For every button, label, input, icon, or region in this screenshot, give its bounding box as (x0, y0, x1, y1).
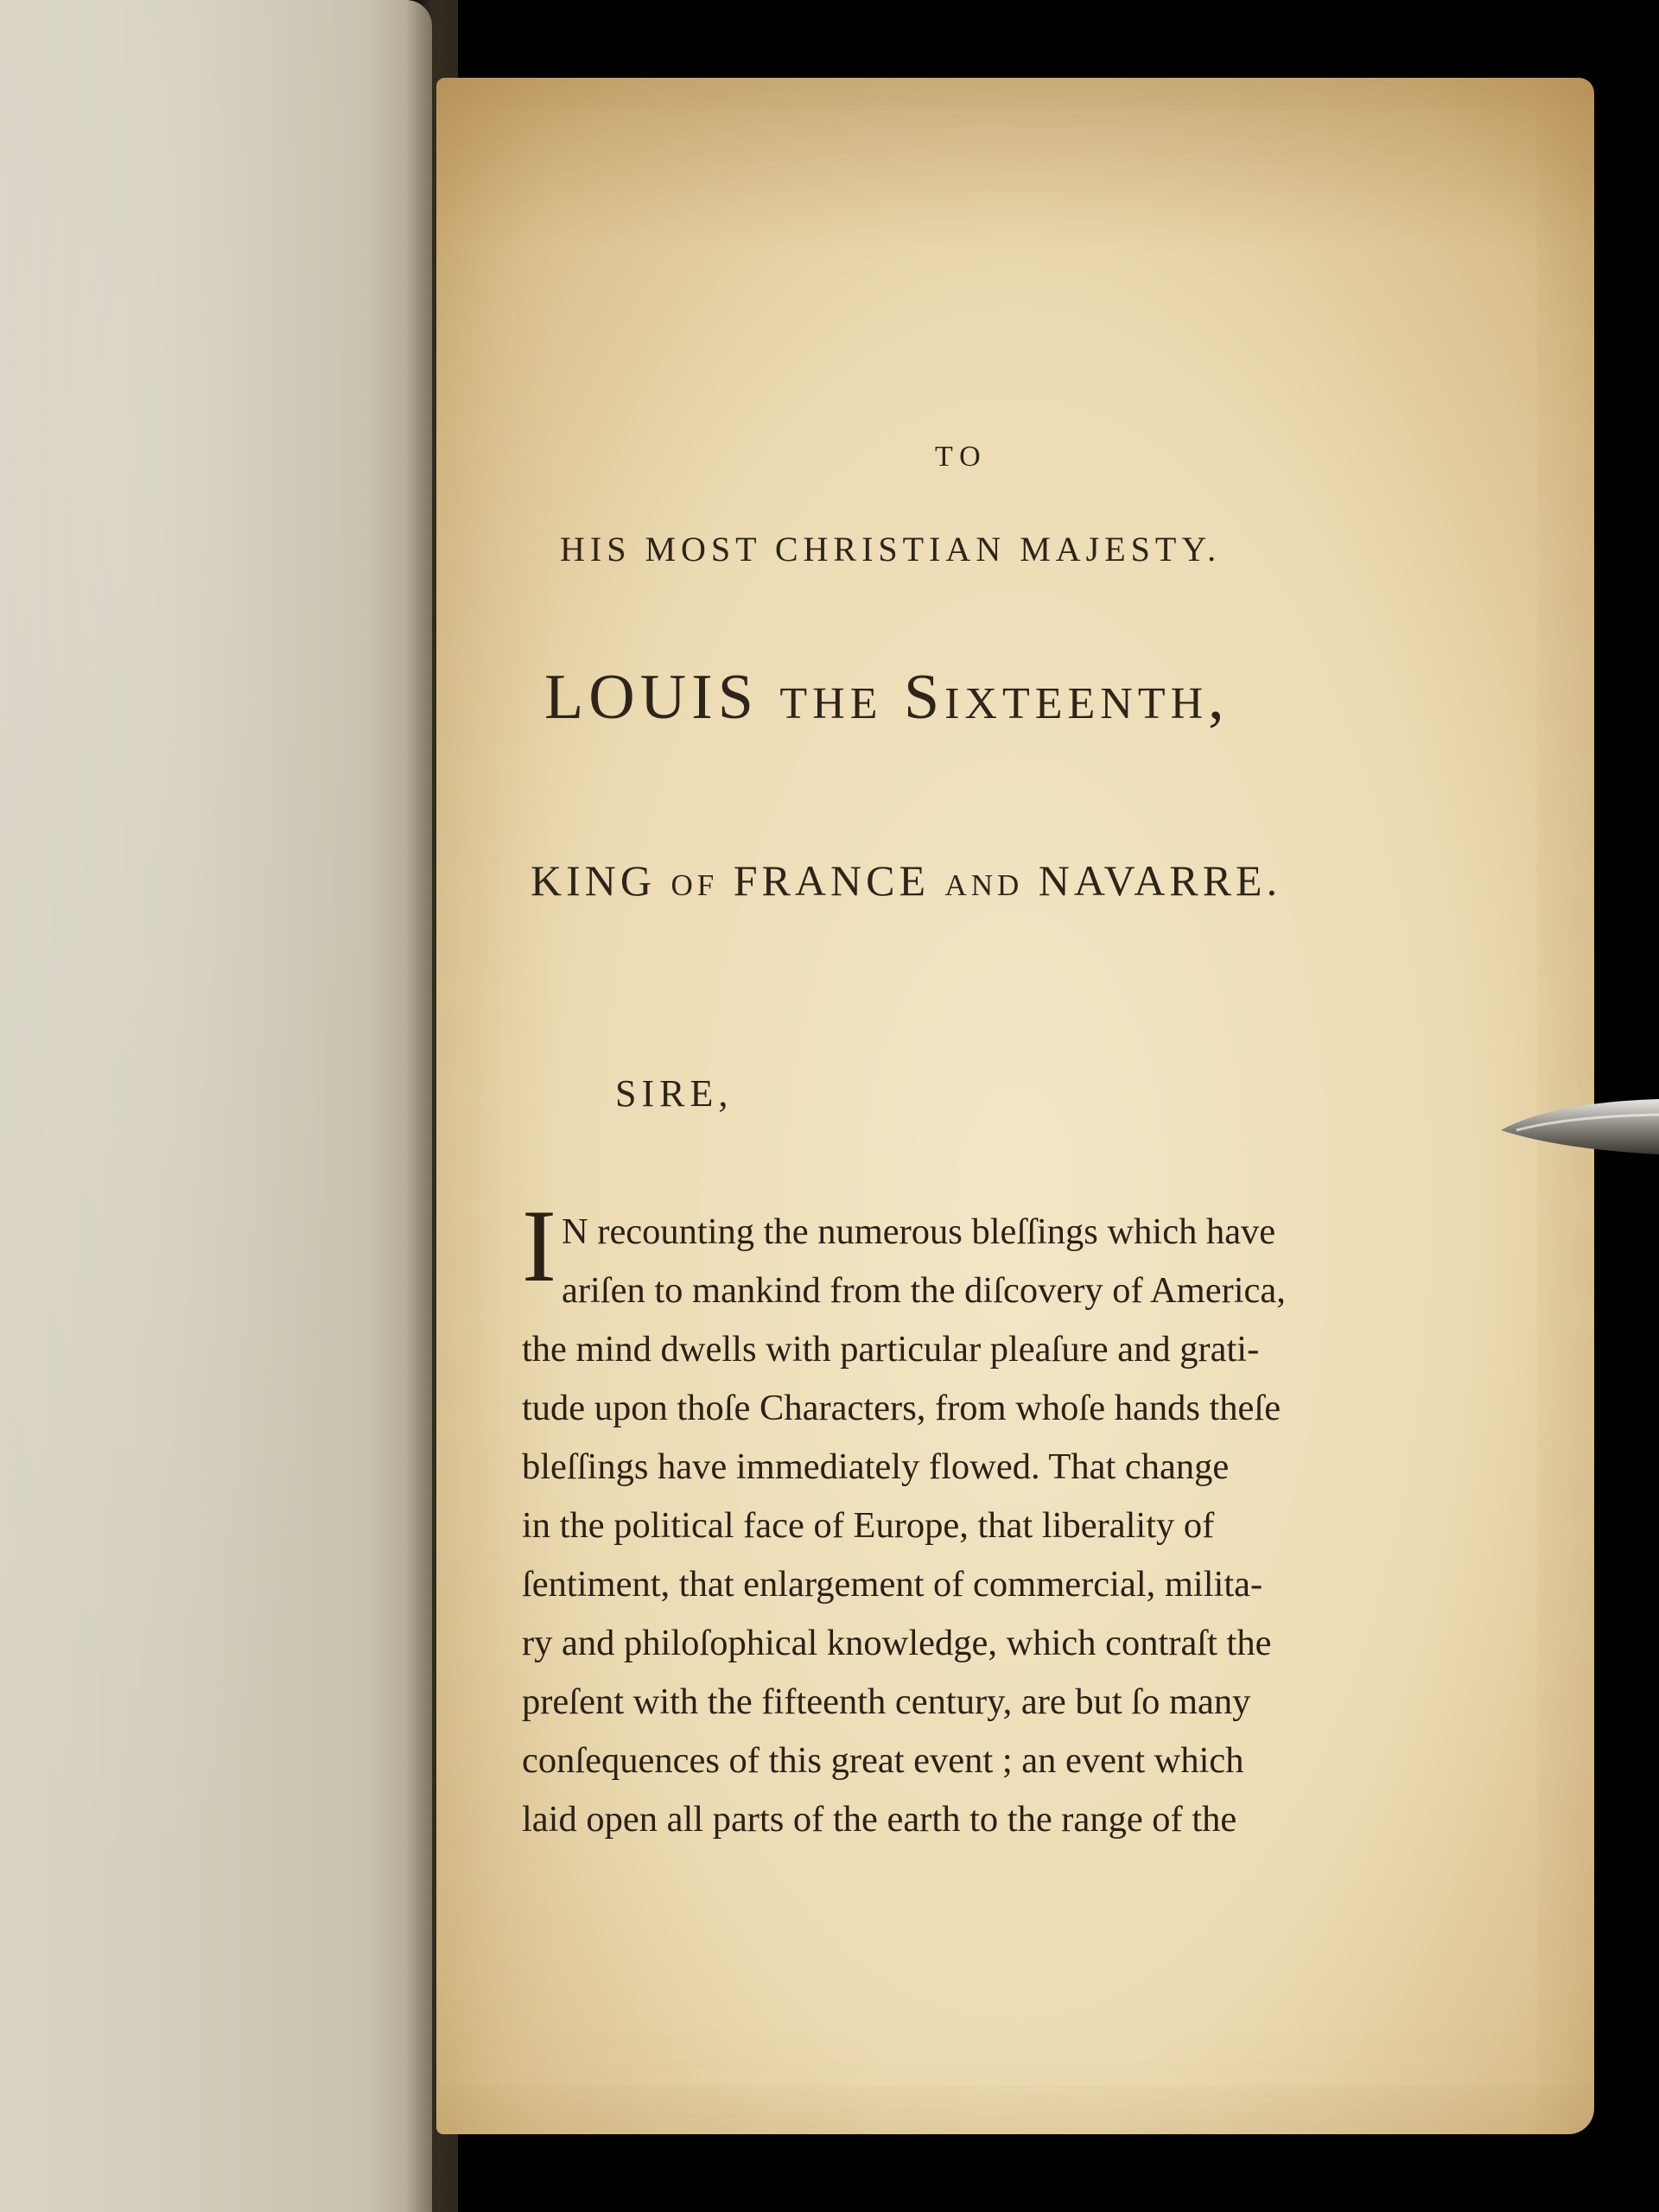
body-line: ariſen to mankind from the diſcovery of America, (561, 1270, 1286, 1311)
body-text (522, 1188, 1412, 1849)
drop-cap: I (522, 1188, 556, 1303)
dedication-title: KING of FRANCE and NAVARRE. (531, 856, 1282, 905)
dedication-to: TO (935, 441, 988, 473)
body-line: ſentiment, that enlargement of commercial, milita- (522, 1564, 1263, 1605)
body-line: preſent with the fifteenth century, are but ſo many (522, 1681, 1251, 1722)
body-line: the mind dwells with particular pleaſure and grati- (522, 1329, 1260, 1370)
body-line: tude upon thoſe Characters, from whoſe hands theſe (522, 1388, 1281, 1428)
body-line: ry and philoſophical knowledge, which contraſt the (522, 1623, 1272, 1663)
dedication-name: LOUIS the Sixteenth, (544, 662, 1230, 733)
body-line: conſequences of this great event ; an event which (522, 1740, 1244, 1781)
left-page (0, 0, 432, 2212)
body-line: N recounting the numerous bleſſings which have (561, 1211, 1276, 1252)
body-line: bleſſings have immediately flowed. That change (522, 1446, 1230, 1487)
salutation: SIRE, (615, 1072, 734, 1115)
body-line: in the political face of Europe, that liberality of (522, 1505, 1215, 1546)
body-line: laid open all parts of the earth to the range of the (522, 1799, 1237, 1840)
dedication-majesty: HIS MOST CHRISTIAN MAJESTY. (560, 530, 1222, 569)
letter-opener-icon (1499, 1097, 1659, 1158)
